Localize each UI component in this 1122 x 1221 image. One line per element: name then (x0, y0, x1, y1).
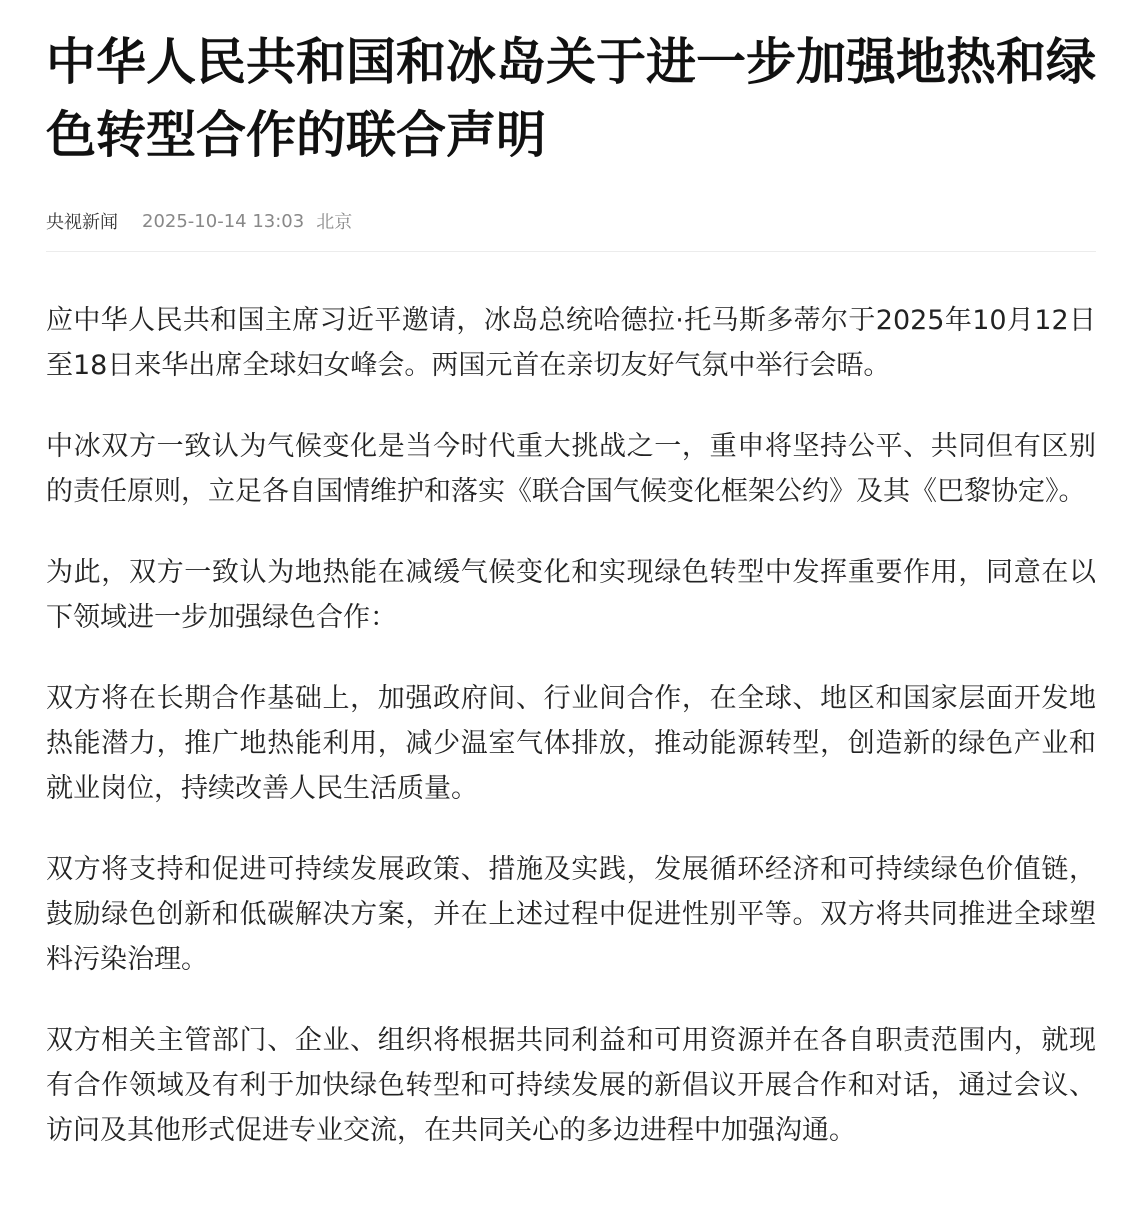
paragraph-1: 应中华人民共和国主席习近平邀请，冰岛总统哈德拉·托马斯多蒂尔于2025年10月12日至18日来华出席全球妇女峰会。两国元首在亲切友好气氛中举行会晤。 (46, 305, 1096, 381)
meta-divider (46, 251, 1096, 252)
article-content (46, 298, 1096, 1153)
article-time: 2025-10-14 13:03 (142, 210, 305, 232)
paragraph-2: 中冰双方一致认为气候变化是当今时代重大挑战之一，重申将坚持公平、共同但有区别的责任原则，立足各自国情维护和落实《联合国气候变化框架公约》及其《巴黎协定》。 (46, 431, 1096, 507)
article-meta (46, 209, 1096, 233)
article (46, 0, 1096, 1153)
paragraph-5: 双方将支持和促进可持续发展政策、措施及实践，发展循环经济和可持续绿色价值链，鼓励绿色创新和低碳解决方案，并在上述过程中促进性别平等。双方将共同推进全球塑料污染治理。 (46, 854, 1096, 975)
article-title: 中华人民共和国和冰岛关于进一步加强地热和绿色转型合作的联合声明 (46, 33, 1096, 164)
paragraph-4: 双方将在长期合作基础上，加强政府间、行业间合作，在全球、地区和国家层面开发地热能潜力，推广地热能利用，减少温室气体排放，推动能源转型，创造新的绿色产业和就业岗位，持续改善人民生活质量。 (46, 683, 1096, 804)
article-location: 北京 (316, 212, 353, 233)
article-source[interactable]: 央视新闻 (46, 212, 118, 233)
paragraph-3: 为此，双方一致认为地热能在减缓气候变化和实现绿色转型中发挥重要作用，同意在以下领域进一步加强绿色合作： (46, 557, 1096, 633)
paragraph-6: 双方相关主管部门、企业、组织将根据共同利益和可用资源并在各自职责范围内，就现有合作领域及有利于加快绿色转型和可持续发展的新倡议开展合作和对话，通过会议、访问及其他形式促进专业交流，在共同关心的多边进程中加强沟通。 (46, 1025, 1096, 1146)
